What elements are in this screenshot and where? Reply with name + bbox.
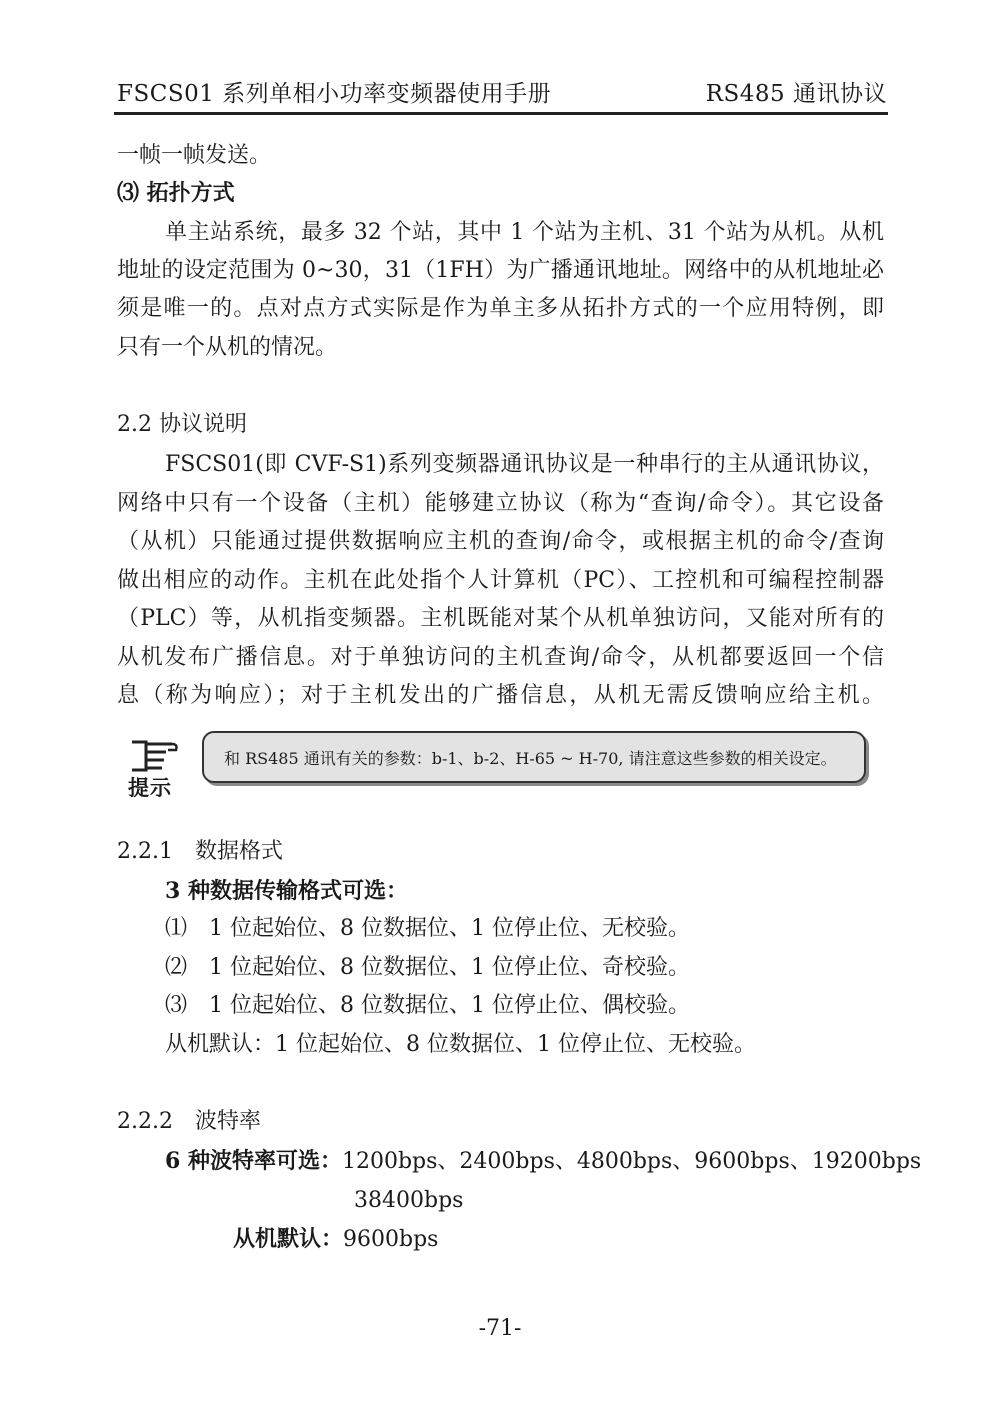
data-format-item: ⑴ 1 位起始位、8 位数据位、1 位停止位、无校验。 xyxy=(165,916,690,941)
protocol-line: 做出相应的动作。主机在此处指个人计算机（PC）、工控机和可编程控制器 xyxy=(117,568,884,593)
tip-text: 和 RS485 通讯有关的参数：b-1、b-2、H-65 ~ H-70, 请注意这些参数的相关设定。 xyxy=(224,748,837,768)
baud-options-continued: 38400bps xyxy=(354,1188,464,1213)
data-format-subheading: 3 种数据传输格式可选： xyxy=(165,878,408,904)
topology-heading: ⑶ 拓扑方式 xyxy=(117,181,235,206)
topology-line: 地址的设定范围为 0~30，31（1FH）为广播通讯地址。网络中的从机地址必 xyxy=(117,258,884,283)
page-number: -71- xyxy=(478,1316,522,1341)
protocol-line: （PLC）等，从机指变频器。主机既能对某个从机单独访问，又能对所有的 xyxy=(117,606,884,631)
protocol-line: 从机发布广播信息。对于单独访问的主机查询/命令，从机都要返回一个信 xyxy=(117,645,884,670)
header-chapter-title: RS485 通讯协议 xyxy=(705,81,887,107)
tip-box xyxy=(202,731,866,783)
baud-default-label: 从机默认： xyxy=(233,1226,344,1252)
tip-label: 提示 xyxy=(128,776,172,800)
section-2-2-1-heading: 2.2.1 数据格式 xyxy=(117,839,283,864)
baud-options-values: 1200bps、2400bps、4800bps、9600bps、19200bps xyxy=(341,1149,922,1174)
data-format-item: ⑶ 1 位起始位、8 位数据位、1 位停止位、偶校验。 xyxy=(165,993,690,1018)
topology-line: 单主站系统，最多 32 个站，其中 1 个站为主机、31 个站为从机。从机 xyxy=(165,220,884,245)
header-manual-title: FSCS01 系列单相小功率变频器使用手册 xyxy=(117,81,552,107)
data-format-default: 从机默认：1 位起始位、8 位数据位、1 位停止位、无校验。 xyxy=(165,1032,756,1057)
baud-options-label: 6 种波特率可选： xyxy=(165,1148,342,1174)
protocol-line: （从机）只能通过提供数据响应主机的查询/命令，或根据主机的命令/查询 xyxy=(117,529,884,554)
section-2-2-heading: 2.2 协议说明 xyxy=(117,412,247,437)
data-format-item: ⑵ 1 位起始位、8 位数据位、1 位停止位、奇校验。 xyxy=(165,955,690,980)
protocol-line: 网络中只有一个设备（主机）能够建立协议（称为“查询/命令）。其它设备 xyxy=(117,491,884,516)
baud-options-row xyxy=(165,1146,921,1177)
page-header xyxy=(117,74,887,108)
topology-line: 只有一个从机的情况。 xyxy=(117,335,338,360)
baud-default-value: 9600bps xyxy=(343,1227,439,1252)
header-rule xyxy=(114,112,888,115)
continued-text: 一帧一帧发送。 xyxy=(117,143,272,168)
protocol-line: FSCS01(即 CVF-S1)系列变频器通讯协议是一种串行的主从通讯协议， xyxy=(165,452,884,477)
protocol-line: 息（称为响应）；对于主机发出的广播信息，从机无需反馈响应给主机。 xyxy=(117,683,884,708)
baud-default-row xyxy=(233,1224,438,1255)
section-2-2-2-heading: 2.2.2 波特率 xyxy=(117,1109,261,1134)
topology-line: 须是唯一的。点对点方式实际是作为单主多从拓扑方式的一个应用特例，即 xyxy=(117,296,884,321)
